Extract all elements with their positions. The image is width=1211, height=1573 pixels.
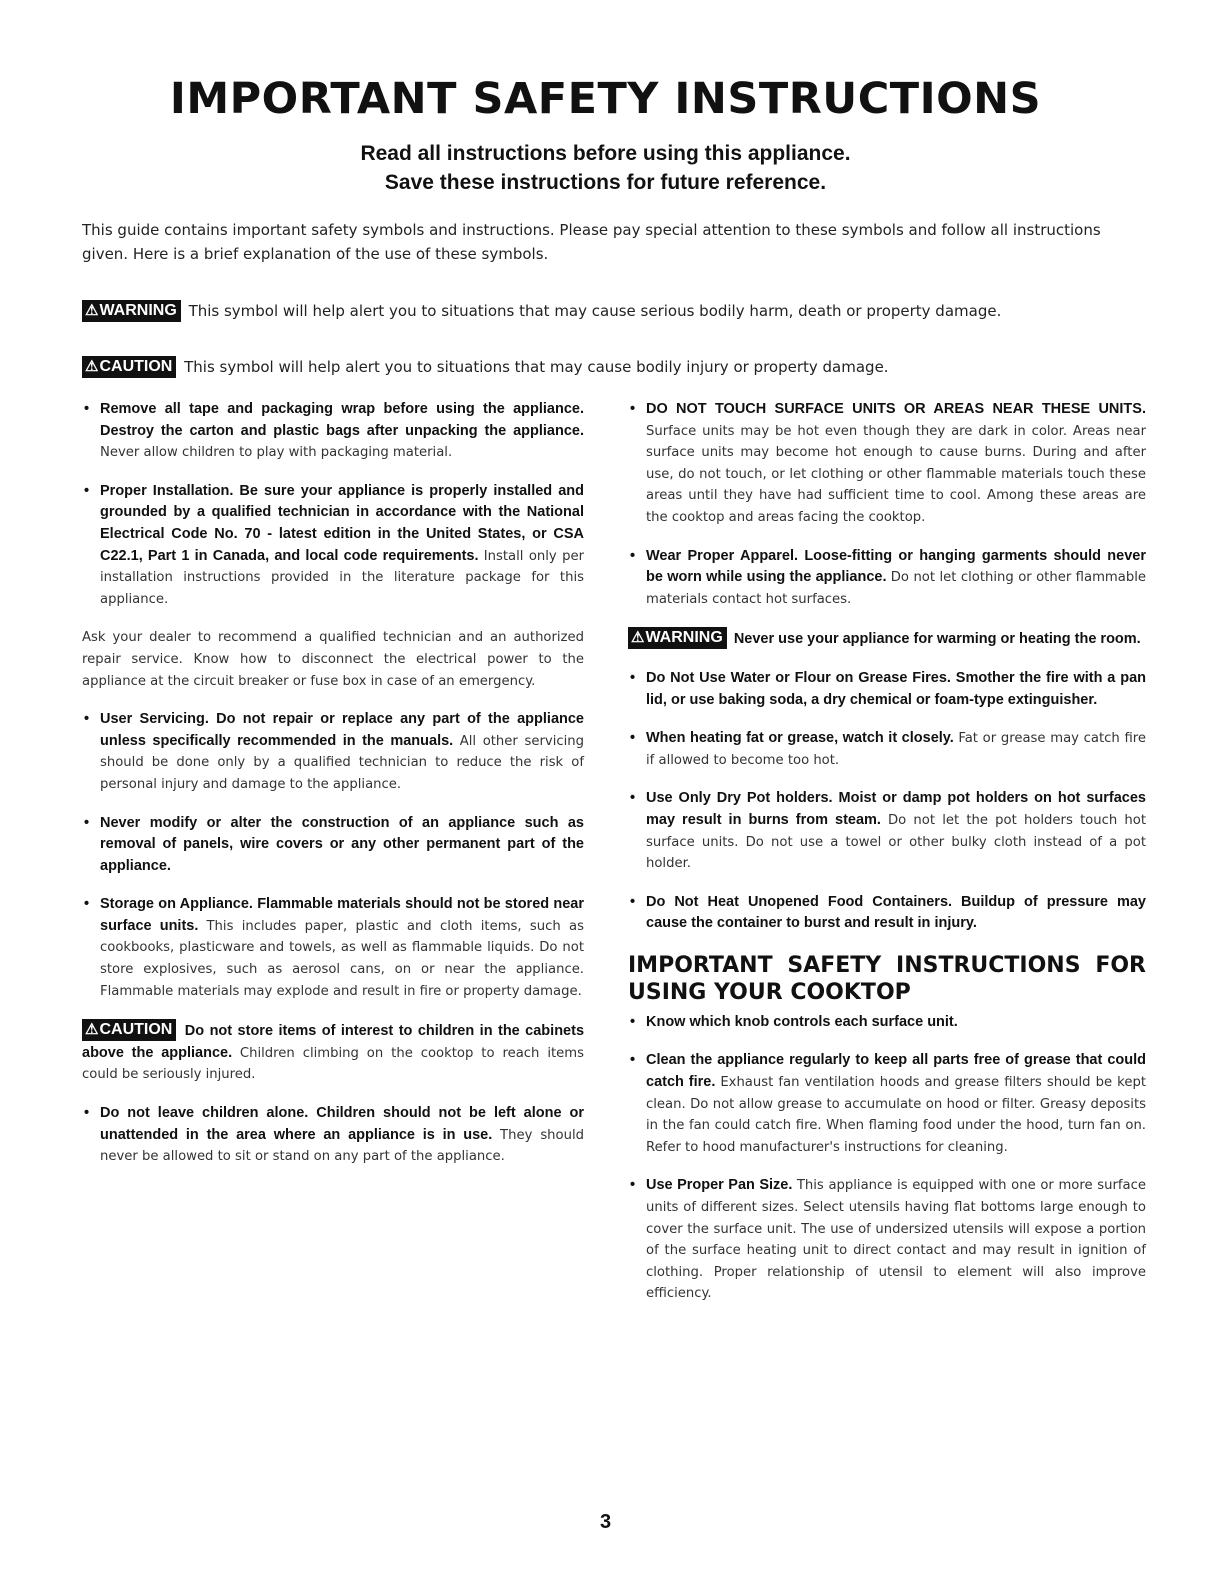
warning-badge — [82, 300, 181, 322]
list-item-text: Never allow children to play with packaging material. — [100, 445, 453, 461]
list-item-text: Do not let the pot holders touch hot surface units. Do not use a towel or other bulky cloth instead of a pot holder. — [646, 812, 1147, 872]
list-item-lead: When heating fat or grease, watch it closely. — [646, 730, 954, 747]
caution-badge-label: CAUTION — [99, 1021, 173, 1039]
list-item-lead: Do Not Heat Unopened Food Containers. Buildup of pressure may cause the container to burst and result in injury. — [646, 893, 1146, 932]
list-item-lead: Clean the appliance regularly to keep all parts free of grease that could catch fire. — [646, 1052, 1146, 1091]
list-item-text: Surface units may be hot even though they are dark in color. Areas near surface units may become hot enough to cause burns. During and after use, do not touch, or let clothing or other flammable materials touch these areas until they have had sufficient time to cool. Among these areas are the cooktop and areas facing the cooktop. — [646, 423, 1146, 525]
list-item-lead: User Servicing. Do not repair or replace any part of the appliance unless specifically recommended in the manuals. — [100, 711, 584, 749]
list-item-text: Fat or grease may catch fire if allowed to become too hot. — [646, 731, 1146, 768]
list-item-lead: Know which knob controls each surface unit. — [646, 1013, 958, 1030]
list-item-heating-fat — [628, 728, 1146, 771]
caution-triangle-icon: ⚠ — [85, 358, 99, 375]
list-item-lead: Do not leave children alone. Children should not be left alone or unattended in the area where an appliance is in use. — [100, 1105, 584, 1143]
warning-symbol-explanation — [82, 300, 1142, 322]
cooktop-section-heading: IMPORTANT SAFETY INSTRUCTIONS FOR USING YOUR COOKTOP — [628, 952, 1146, 1005]
list-item-know-knob — [628, 1012, 1146, 1034]
caution-text: Children climbing on the cooktop to reach items could be seriously injured. — [82, 1045, 584, 1083]
list-item-pan-size — [628, 1175, 1146, 1305]
list-item-proper-installation — [82, 481, 584, 611]
warning-badge-label: WARNING — [645, 629, 723, 647]
page-subtitle-save: Save these instructions for future reference. — [384, 171, 827, 194]
caution-children-paragraph — [82, 1019, 584, 1086]
warning-lead: Never use your appliance for warming or heating the room. — [733, 631, 1141, 648]
page-number: 3 — [599, 1511, 612, 1533]
list-item-do-not-touch — [628, 399, 1146, 529]
list-item-remove-packaging — [82, 399, 584, 464]
page-title: IMPORTANT SAFETY INSTRUCTIONS — [169, 74, 1042, 124]
warning-triangle-icon: ⚠ — [631, 629, 645, 647]
list-item-proper-apparel — [628, 546, 1146, 611]
list-item-lead: DO NOT TOUCH SURFACE UNITS OR AREAS NEAR THESE UNITS. — [646, 401, 1146, 417]
list-item-text: They should never be allowed to sit or stand on any part of the appliance. — [100, 1127, 585, 1165]
list-item-text: Do not let clothing or other flammable materials contact hot surfaces. — [646, 570, 1146, 607]
dealer-paragraph — [82, 627, 584, 692]
caution-badge-label: CAUTION — [99, 358, 173, 375]
list-item-user-servicing — [82, 709, 584, 795]
list-item-lead: Wear Proper Apparel. Loose-fitting or hanging garments should never be worn while using the appliance. — [646, 547, 1146, 586]
list-item-text: This includes paper, plastic and cloth items, such as cookbooks, plasticware and towels, as well as flammable liquids. Do not store explosives, such as aerosol cans, on or near the appliance. Flammable materials may explode and result in fire or property damage. — [100, 918, 584, 999]
list-item-text: All other servicing should be done only by a qualified technician to reduce the risk of personal injury and damage to the appliance. — [100, 733, 584, 792]
caution-lead: Do not store items of interest to children in the cabinets above the appliance. — [82, 1023, 585, 1061]
caution-badge — [82, 1019, 176, 1041]
list-item-grease-fires — [628, 668, 1146, 711]
list-item-lead: Never modify or alter the construction of an appliance such as removal of panels, wire covers or any other permanent part of the appliance. — [100, 814, 584, 874]
left-column — [82, 399, 584, 1185]
page-subtitle-read: Read all instructions before using this appliance. — [360, 142, 851, 165]
list-item-storage — [82, 894, 584, 1002]
list-item-never-modify — [82, 813, 584, 878]
warning-badge — [628, 627, 727, 649]
list-item-lead: Use Only Dry Pot holders. Moist or damp pot holders on hot surfaces may result in burns from steam. — [646, 790, 1146, 828]
list-item-lead: Remove all tape and packaging wrap before using the appliance. Destroy the carton and plastic bags after unpacking the appliance. — [100, 401, 584, 439]
list-item-text: Install only per installation instructions provided in the literature package for this appliance. — [100, 548, 584, 607]
warning-badge-label: WARNING — [99, 302, 177, 319]
caution-triangle-icon: ⚠ — [85, 1021, 99, 1039]
caution-symbol-text: This symbol will help alert you to situations that may cause bodily injury or property damage. — [184, 358, 889, 376]
warning-triangle-icon: ⚠ — [85, 302, 99, 319]
caution-badge — [82, 356, 176, 378]
list-item-lead: Use Proper Pan Size. — [646, 1177, 793, 1194]
right-column — [628, 399, 1146, 1322]
warning-symbol-text: This symbol will help alert you to situations that may cause serious bodily harm, death or property damage. — [188, 302, 1002, 320]
list-item-text: Exhaust fan ventilation hoods and grease filters should be kept clean. Do not allow grease to accumulate on hood or filter. Greasy deposits in the fan could catch fire. When flaming food under the hood, turn fan on. Refer to hood manufacturer's instructions for cleaning. — [646, 1075, 1146, 1155]
list-item-children-alone — [82, 1103, 584, 1168]
list-item-lead: Do Not Use Water or Flour on Grease Fires. Smother the fire with a pan lid, or use baking soda, a dry chemical or foam-type extinguisher. — [646, 669, 1146, 708]
list-item-unopened-containers — [628, 892, 1146, 935]
list-item-clean-regularly — [628, 1050, 1146, 1158]
caution-symbol-explanation — [82, 356, 1142, 378]
list-item-dry-pot-holders — [628, 788, 1146, 874]
intro-paragraph: This guide contains important safety symbols and instructions. Please pay special attention to these symbols and follow all instructions given. Here is a brief explanation of the use of these symbols. — [82, 221, 1101, 263]
dealer-text: Ask your dealer to recommend a qualified technician and an authorized repair service. Know how to disconnect the electrical power to the appliance at the circuit breaker or fuse box in case of an emergency. — [82, 630, 584, 689]
list-item-text: This appliance is equipped with one or more surface units of different sizes. Select utensils having flat bottoms large enough to cover the surface unit. The use of undersized utensils will expose a portion of the surface heating unit to direct contact and may result in ignition of clothing. Proper relationship of utensil to element will also improve efficiency. — [646, 1178, 1146, 1302]
warning-heating-paragraph — [628, 627, 1146, 651]
list-item-lead: Proper Installation. Be sure your appliance is properly installed and grounded by a qualified technician in accordance with the National Electrical Code No. 70 - latest edition in the United States, or CSA C22.1, Part 1 in Canada, and local code requirements. — [100, 482, 584, 564]
list-item-lead: Storage on Appliance. Flammable materials should not be stored near surface units. — [100, 896, 584, 934]
